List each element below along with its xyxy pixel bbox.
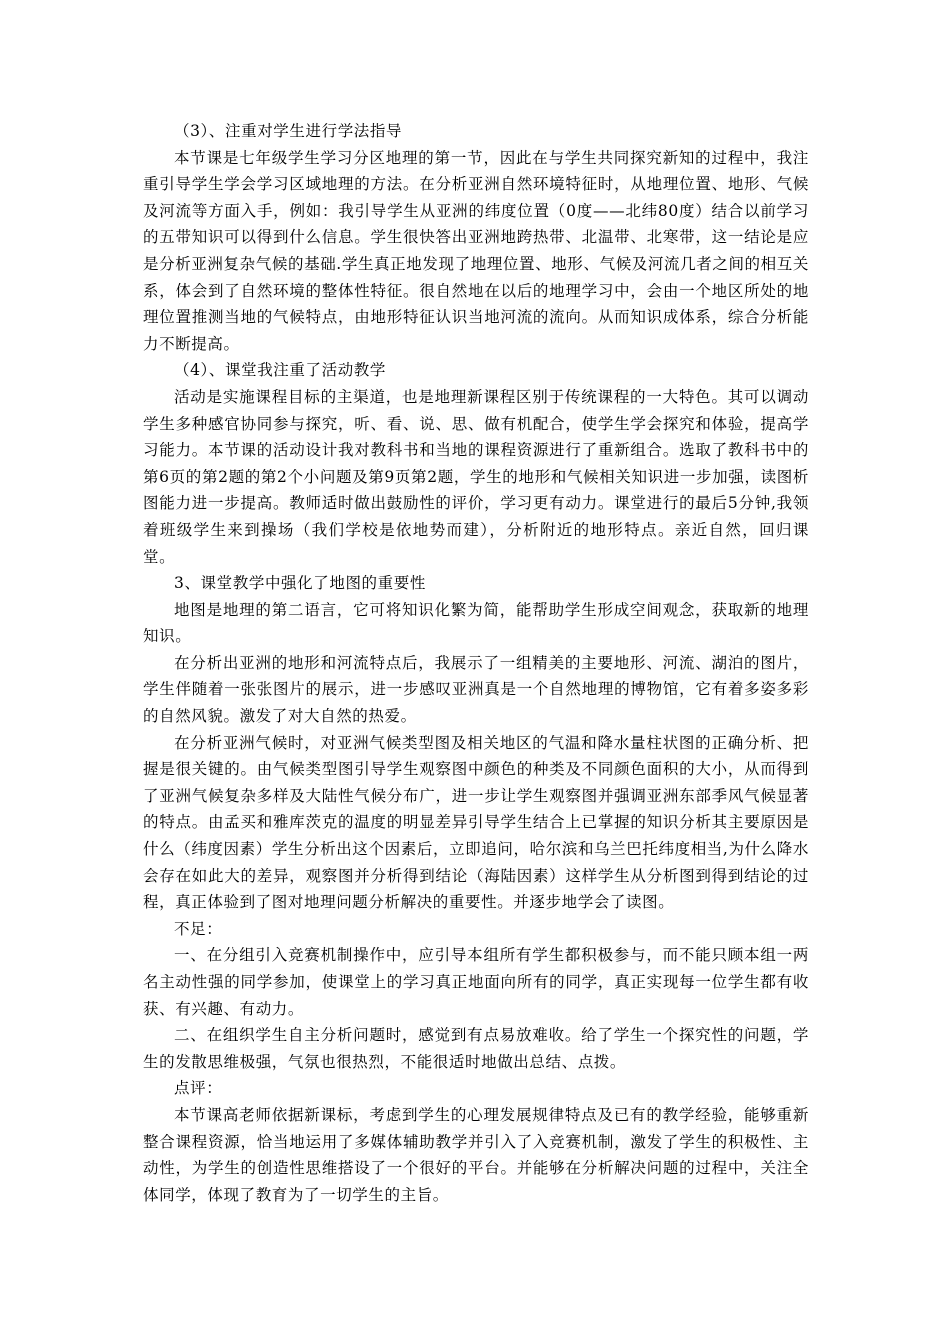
paragraph-shortcoming-one: 一、在分组引入竞赛机制操作中，应引导本组所有学生都积极参与，而不能只顾本组一两名主动性强的同学参加，使课堂上的学习真正地面向所有的同学，真正实现每一位学生都有收获、有兴趣、有动力。 bbox=[143, 946, 809, 1018]
section-heading-map-importance: 3、课堂教学中强化了地图的重要性 bbox=[174, 574, 426, 593]
paragraph-climate-analysis: 在分析亚洲气候时，对亚洲气候类型图及相关地区的气温和降水量柱状图的正确分析、把握是很关键的。由气候类型图引导学生观察图中颜色的种类及不同颜色面积的大小，从而得到了亚洲气候复杂多样及大陆性气候分布广，进一步让学生观察图并强调亚洲东部季风气候显著的特点。由孟买和雅库茨克的温度的明显差异引导学生结合上已掌握的知识分析其主要原因是什么（纬度因素）学生分析出这个因素后，立即追问，哈尔滨和乌兰巴托纬度相当,为什么降水会存在如此大的差异，观察图并分析得到结论（海陆因素）这样学生从分析图到得到结论的过程，真正体验到了图对地理问题分析解决的重要性。并逐步地学会了读图。 bbox=[143, 733, 809, 912]
section-heading-comment: 点评： bbox=[174, 1079, 223, 1098]
document-body bbox=[143, 118, 809, 1208]
paragraph-activity-teaching: 活动是实施课程目标的主渠道，也是地理新课程区别于传统课程的一大特色。其可以调动学生多种感官协同参与探究，听、看、说、思、做有机配合，使学生学会探究和体验，提高学习能力。本节课的活动设计我对教科书和当地的课程资源进行了重新组合。选取了教科书中的第6页的第2题的第2个小问题及第9页第2题，学生的地形和气候相关知识进一步加强，读图析图能力进一步提高。教师适时做出鼓励性的评价，学习更有动力。课堂进行的最后5分钟,我领着班级学生来到操场（我们学校是依地势而建），分析附近的地形特点。亲近自然，回归课堂。 bbox=[143, 387, 809, 566]
paragraph-map-language: 地图是地理的第二语言，它可将知识化繁为简，能帮助学生形成空间观念，获取新的地理知识。 bbox=[143, 600, 809, 646]
paragraph-shortcoming-two: 二、在组织学生自主分析问题时，感觉到有点易放难收。给了学生一个探究性的问题，学生的发散思维极强，气氛也很热烈，不能很适时地做出总结、点拨。 bbox=[143, 1026, 809, 1071]
section-heading-activity-teaching: （4）、课堂我注重了活动教学 bbox=[174, 361, 387, 380]
paragraph-study-method: 本节课是七年级学生学习分区地理的第一节，因此在与学生共同探究新知的过程中，我注重引导学生学会学习区域地理的方法。在分析亚洲自然环境特征时，从地理位置、地形、气候及河流等方面入手，例如：我引导学生从亚洲的纬度位置（0度——北纬80度）结合以前学习的五带知识可以得到什么信息。学生很快答出亚洲地跨热带、北温带、北寒带，这一结论是应是分析亚洲复杂气候的基础.学生真正地发现了地理位置、地形、气候及河流几者之间的相互关系，体会到了自然环境的整体性特征。很自然地在以后的地理学习中，会由一个地区所处的地理位置推测当地的气候特点，由地形特征认识当地河流的流向。从而知识成体系，综合分析能力不断提高。 bbox=[143, 148, 809, 353]
paragraph-terrain-rivers: 在分析出亚洲的地形和河流特点后，我展示了一组精美的主要地形、河流、湖泊的图片，学生伴随着一张张图片的展示，进一步感叹亚洲真是一个自然地理的博物馆，它有着多姿多彩的自然风貌。激发了对大自然的热爱。 bbox=[143, 653, 809, 726]
section-heading-shortcomings: 不足： bbox=[174, 919, 223, 938]
paragraph-comment: 本节课高老师依据新课标，考虑到学生的心理发展规律特点及已有的教学经验，能够重新整合课程资源，恰当地运用了多媒体辅助教学并引入了入竞赛机制，激发了学生的积极性、主动性，为学生的创造性思维搭设了一个很好的平台。并能够在分析解决问题的过程中，关注全体同学，体现了教育为了一切学生的主旨。 bbox=[143, 1105, 809, 1204]
section-heading-study-method: （3）、注重对学生进行学法指导 bbox=[174, 122, 403, 140]
